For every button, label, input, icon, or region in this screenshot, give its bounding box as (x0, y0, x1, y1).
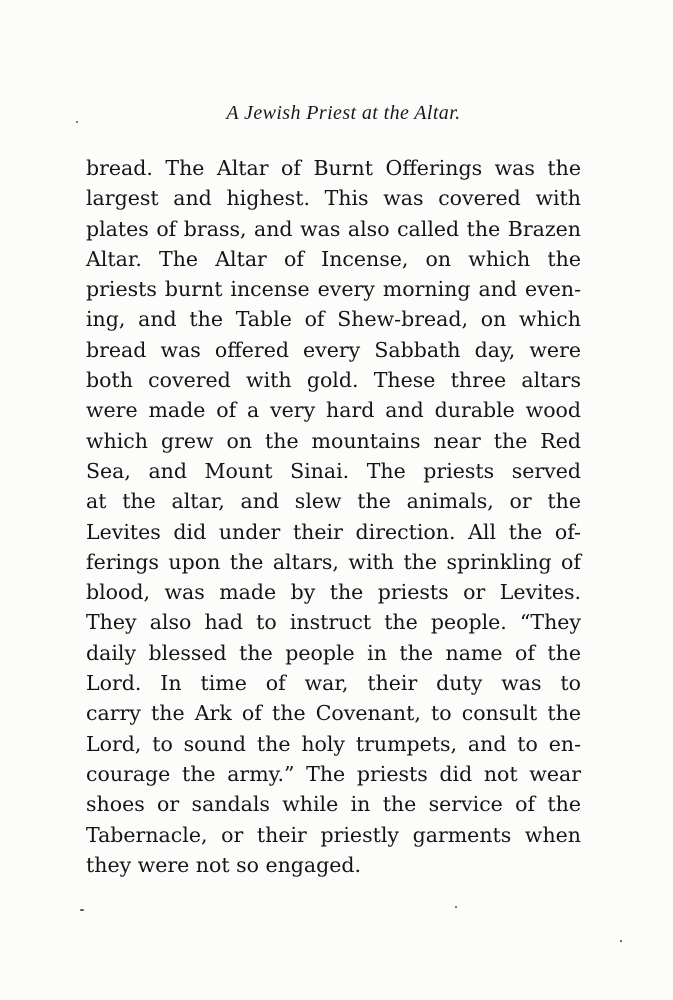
running-head: A Jewish Priest at the Altar. (226, 102, 461, 124)
text-line: They also had to instruct the people. “They (86, 610, 581, 635)
text-line: bread. The Altar of Burnt Offerings was the (86, 156, 581, 180)
print-speck (455, 906, 457, 908)
text-line: both covered with gold. These three altars (86, 368, 581, 393)
text-line: ferings upon the altars, with the sprinkling of (86, 549, 581, 574)
text-line: plates of brass, and was also called the Brazen (86, 216, 581, 241)
text-line: blood, was made by the priests or Levites. (86, 580, 581, 605)
print-speck (620, 940, 622, 942)
print-speck (80, 909, 84, 911)
text-line: Lord. In time of war, their duty was to (86, 671, 581, 696)
text-line: Sea, and Mount Sinai. The priests served (86, 458, 581, 483)
text-line: ing, and the Table of Shew-bread, on which (86, 307, 581, 332)
text-line: daily blessed the people in the name of the (86, 640, 581, 665)
body-paragraph (86, 153, 581, 880)
print-speck (76, 121, 78, 123)
text-line: carry the Ark of the Covenant, to consult the (86, 701, 581, 726)
text-line: shoes or sandals while in the service of the (86, 792, 581, 817)
text-line: courage the army.” The priests did not wear (86, 761, 581, 786)
text-line: priests burnt incense every morning and even- (86, 277, 581, 302)
text-line: bread was offered every Sabbath day, were (86, 337, 581, 362)
text-line: which grew on the mountains near the Red (86, 428, 581, 453)
text-line: Levites did under their direction. All the of- (86, 519, 581, 544)
text-line: Altar. The Altar of Incense, on which the (86, 246, 581, 271)
text-line: Tabernacle, or their priestly garments when (86, 822, 581, 847)
text-line-last: they were not so engaged. (86, 852, 362, 877)
text-line: were made of a very hard and durable wood (86, 398, 581, 423)
text-line: at the altar, and slew the animals, or the (86, 489, 581, 514)
text-line: Lord, to sound the holy trumpets, and to en- (86, 731, 581, 756)
text-line: largest and highest. This was covered with (86, 186, 581, 211)
